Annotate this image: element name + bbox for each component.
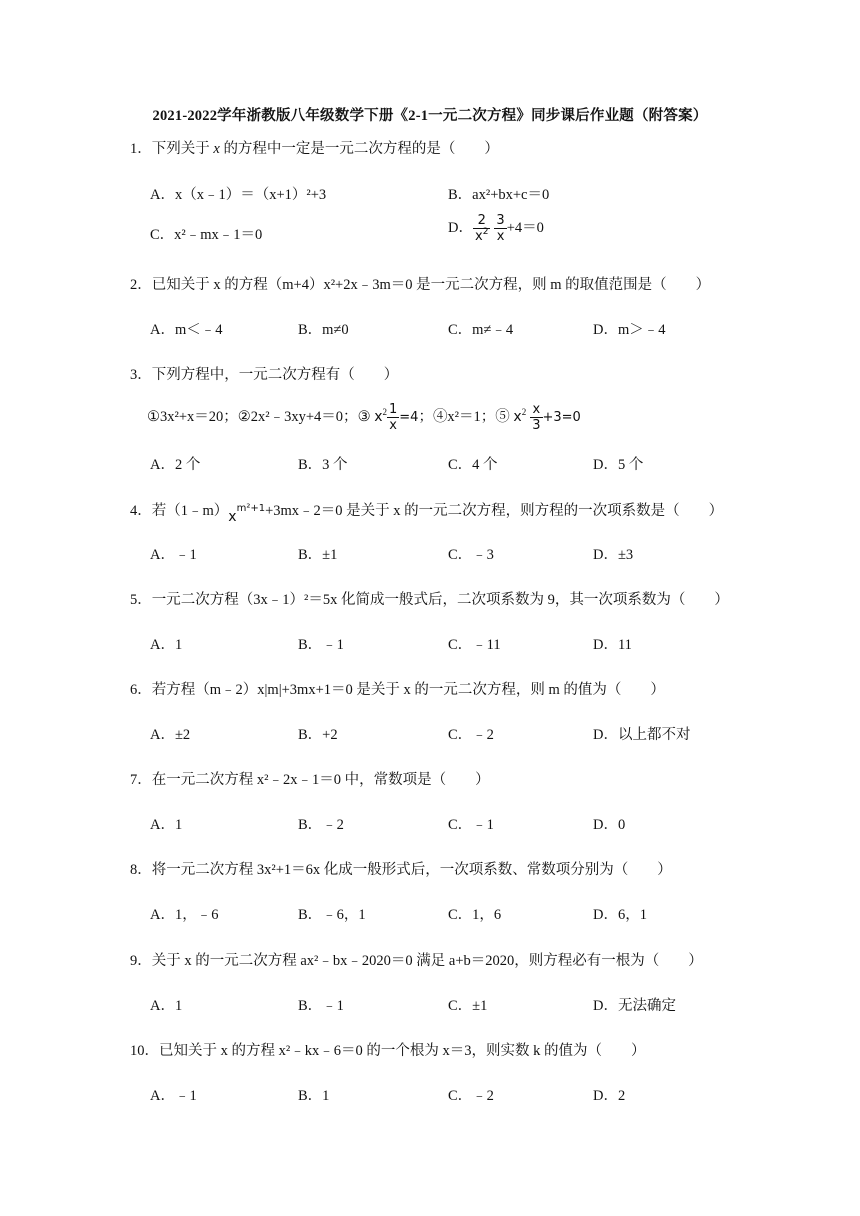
fraction-2-over-x2: $\frac{2}{x^2}$: [474, 213, 489, 245]
question-1-stem: 1．下列关于 x 的方程中一定是一元二次方程的是（ ）: [130, 141, 499, 157]
question-10-stem: 10．已知关于 x 的方程 x²﹣kx﹣6＝0 的一个根为 x＝3，则实数 k 的值为（ ）: [130, 1043, 646, 1059]
question-7-option-a: A．1: [150, 817, 183, 833]
question-1-option-d: D． $\frac{2}{x^2}$ $\frac{3}{x}$ +4＝0: [448, 213, 544, 245]
question-1-option-b: B．ax²+bx+c＝0: [448, 187, 550, 203]
question-4-option-d: D．±3: [593, 547, 634, 563]
question-6-stem: 6．若方程（m﹣2）x|m|+3mx+1＝0 是关于 x 的一元二次方程，则 m 的值为（ ）: [130, 682, 665, 698]
question-8-stem: 8．将一元二次方程 3x²+1＝6x 化成一般形式后，一次项系数、常数项分别为（ ）: [130, 862, 672, 878]
question-9-option-a: A．1: [150, 998, 183, 1014]
question-4-option-b: B．±1: [298, 547, 338, 563]
fraction-3-over-x: $\frac{3}{x}$: [496, 213, 505, 245]
question-10-option-c: C．﹣2: [448, 1088, 494, 1104]
question-8-option-d: D．6，1: [593, 907, 647, 923]
question-9-stem: 9．关于 x 的一元二次方程 ax²﹣bx﹣2020＝0 满足 a+b＝2020，则方程必有一根为（ ）: [130, 953, 703, 969]
question-3-option-b: B．3 个: [298, 457, 348, 473]
question-10-option-a: A．﹣1: [150, 1088, 197, 1104]
question-10-option-d: D．2: [593, 1088, 626, 1104]
question-2-option-c: C．m≠﹣4: [448, 322, 514, 338]
question-5-stem: 5．一元二次方程（3x﹣1）²＝5x 化简成一般式后，二次项系数为 9，其一次项系数为（ ）: [130, 592, 729, 608]
question-5-option-c: C．﹣11: [448, 637, 501, 653]
question-5-option-a: A．1: [150, 637, 183, 653]
question-3-option-a: A．2 个: [150, 457, 201, 473]
question-3-stem: 3．下列方程中，一元二次方程有（ ）: [130, 367, 399, 383]
question-1-option-a: A．x（x﹣1）＝（x+1）²+3: [150, 187, 327, 203]
fraction-x-over-3: $\frac{x}{3}$: [532, 402, 541, 434]
question-7-option-c: C．﹣1: [448, 817, 494, 833]
question-10-option-b: B．1: [298, 1088, 330, 1104]
question-2-stem: 2．已知关于 x 的方程（m+4）x²+2x﹣3m＝0 是一元二次方程，则 m 的取值范围是（ ）: [130, 277, 711, 293]
question-3-equations: ①3x²+x＝20；②2x²﹣3xy+4＝0；③ $x^2$ $\frac{1}{x}$ =4；④x²＝1；⑤ $x^2$ $\frac{x}{3}$ +3=0: [147, 402, 581, 434]
question-8-option-b: B．﹣6，1: [298, 907, 366, 923]
question-6-option-a: A．±2: [150, 727, 191, 743]
question-9-option-b: B．﹣1: [298, 998, 344, 1014]
question-9-option-c: C．±1: [448, 998, 488, 1014]
question-7-option-d: D．0: [593, 817, 626, 833]
question-4-stem: 4．若$(1﹣m)x^{m^2+1}+3mx﹣2=0$ 是关于 x 的一元二次方程，则方程的一次项系数是（ ）: [130, 503, 724, 525]
question-4-option-c: C．﹣3: [448, 547, 494, 563]
question-2-option-b: B．m≠0: [298, 322, 349, 338]
question-1-option-c: C．x²﹣mx﹣1＝0: [150, 227, 263, 243]
question-5-option-b: B．﹣1: [298, 637, 344, 653]
question-2-option-d: D．m＞﹣4: [593, 322, 666, 338]
question-3-option-c: C．4 个: [448, 457, 498, 473]
question-6-option-d: D．以上都不对: [593, 727, 691, 743]
question-3-option-d: D．5 个: [593, 457, 644, 473]
question-8-option-c: C．1，6: [448, 907, 502, 923]
question-4-option-a: A．﹣1: [150, 547, 197, 563]
question-9-option-d: D．无法确定: [593, 998, 676, 1014]
question-6-option-b: B．+2: [298, 727, 338, 743]
document-title: 2021-2022学年浙教版八年级数学下册《2-1一元二次方程》同步课后作业题（附答案）: [152, 108, 708, 124]
question-6-option-c: C．﹣2: [448, 727, 494, 743]
question-7-option-b: B．﹣2: [298, 817, 344, 833]
fraction-1-over-x: $\frac{1}{x}$: [388, 402, 398, 434]
question-5-option-d: D．11: [593, 637, 632, 653]
question-8-option-a: A．1，﹣6: [150, 907, 219, 923]
question-7-stem: 7．在一元二次方程 x²﹣2x﹣1＝0 中，常数项是（ ）: [130, 772, 490, 788]
question-2-option-a: A．m＜﹣4: [150, 322, 223, 338]
